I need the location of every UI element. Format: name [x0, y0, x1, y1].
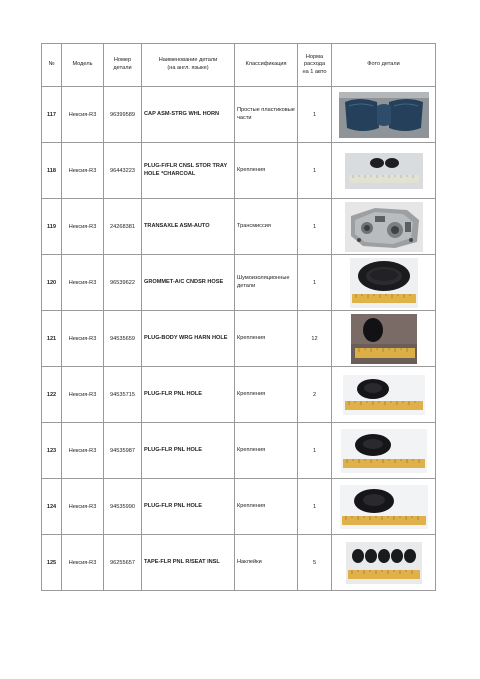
row-classification: Трансмиссия: [235, 199, 298, 255]
header-qty-line3: на 1 авто: [302, 68, 327, 75]
row-qty: 5: [298, 535, 332, 591]
header-qty-line2: расхода: [303, 61, 326, 68]
grommet-on-ruler-photo: [350, 258, 418, 308]
row-model: Нексия-R3: [62, 479, 104, 535]
header-qty-line1: Норма: [305, 53, 324, 60]
row-name: PLUG-FLR PNL HOLE: [142, 367, 235, 423]
header-row: [42, 44, 436, 87]
header-num: №: [42, 44, 62, 87]
row-num: 125: [42, 535, 62, 591]
row-name: PLUG-BODY WRG HARN HOLE: [142, 311, 235, 367]
row-name: TRANSAXLE ASM-AUTO: [142, 199, 235, 255]
row-qty: 1: [298, 255, 332, 311]
header-name: [142, 44, 235, 87]
plug-on-ruler-photo: [343, 375, 425, 415]
header-code-line1: Номер: [113, 57, 132, 64]
row-model: Нексия-R3: [62, 535, 104, 591]
row-model: Нексия-R3: [62, 311, 104, 367]
table-row: [42, 311, 436, 367]
row-num: 122: [42, 367, 62, 423]
row-num: 124: [42, 479, 62, 535]
row-code: 24268381: [104, 199, 142, 255]
header-name-line1: Наименование детали: [158, 57, 218, 64]
row-qty: 1: [298, 199, 332, 255]
row-qty: 1: [298, 87, 332, 143]
row-num: 121: [42, 311, 62, 367]
transaxle-photo: [345, 202, 423, 252]
row-qty: 1: [298, 423, 332, 479]
table-row: [42, 255, 436, 311]
header-photo: Фото детали: [332, 44, 436, 87]
plug-on-ruler-photo: [351, 314, 417, 364]
header-code: [104, 44, 142, 87]
table-row: [42, 423, 436, 479]
table-row: [42, 479, 436, 535]
row-num: 118: [42, 143, 62, 199]
row-code: 94535987: [104, 423, 142, 479]
table-row: [42, 535, 436, 591]
row-name: PLUG-FLR PNL HOLE: [142, 423, 235, 479]
header-qty: [298, 44, 332, 87]
row-num: 117: [42, 87, 62, 143]
row-name: PLUG-F/FLR CNSL STOR TRAY HOLE *CHARCOAL: [142, 143, 235, 199]
row-classification: Наклейки: [235, 535, 298, 591]
header-code-line2: детали: [113, 65, 132, 71]
table-row: [42, 199, 436, 255]
row-qty: 1: [298, 143, 332, 199]
row-num: 123: [42, 423, 62, 479]
row-code: 94535990: [104, 479, 142, 535]
row-num: 120: [42, 255, 62, 311]
row-classification: Крепления: [235, 143, 298, 199]
row-code: 96255657: [104, 535, 142, 591]
row-model: Нексия-R3: [62, 87, 104, 143]
header-classification: Классификация: [235, 44, 298, 87]
row-code: 94535659: [104, 311, 142, 367]
row-code: 96539622: [104, 255, 142, 311]
header-name-line2: (на англ. языке): [167, 65, 209, 71]
row-name: TAPE-FLR PNL R/SEAT INSL: [142, 535, 235, 591]
row-name: GROMMET-A/C CNDSR HOSE: [142, 255, 235, 311]
row-model: Нексия-R3: [62, 255, 104, 311]
row-classification: Крепления: [235, 311, 298, 367]
row-name: PLUG-FLR PNL HOLE: [142, 479, 235, 535]
row-code: 96443223: [104, 143, 142, 199]
row-classification: Простые пластиковые части: [235, 87, 298, 143]
plug-on-ruler-photo: [345, 153, 423, 189]
table-row: [42, 87, 436, 143]
table-row: [42, 143, 436, 199]
plug-on-ruler-photo: [340, 485, 428, 529]
row-classification: Крепления: [235, 423, 298, 479]
row-name: CAP ASM-STRG WHL HORN: [142, 87, 235, 143]
row-qty: 1: [298, 479, 332, 535]
row-classification: Крепления: [235, 479, 298, 535]
row-qty: 12: [298, 311, 332, 367]
row-model: Нексия-R3: [62, 199, 104, 255]
row-code: 96399589: [104, 87, 142, 143]
row-model: Нексия-R3: [62, 367, 104, 423]
parts-table: [41, 43, 436, 591]
row-model: Нексия-R3: [62, 423, 104, 479]
row-model: Нексия-R3: [62, 143, 104, 199]
plug-on-ruler-photo: [341, 429, 427, 473]
row-num: 119: [42, 199, 62, 255]
row-qty: 2: [298, 367, 332, 423]
header-model: Модель: [62, 44, 104, 87]
row-classification: Крепления: [235, 367, 298, 423]
tape-patches-on-ruler-photo: [346, 542, 422, 584]
row-classification: Шумоизоляционные детали: [235, 255, 298, 311]
table-row: [42, 367, 436, 423]
steering-wheel-horn-cap-photo: [339, 92, 429, 138]
row-code: 94535715: [104, 367, 142, 423]
